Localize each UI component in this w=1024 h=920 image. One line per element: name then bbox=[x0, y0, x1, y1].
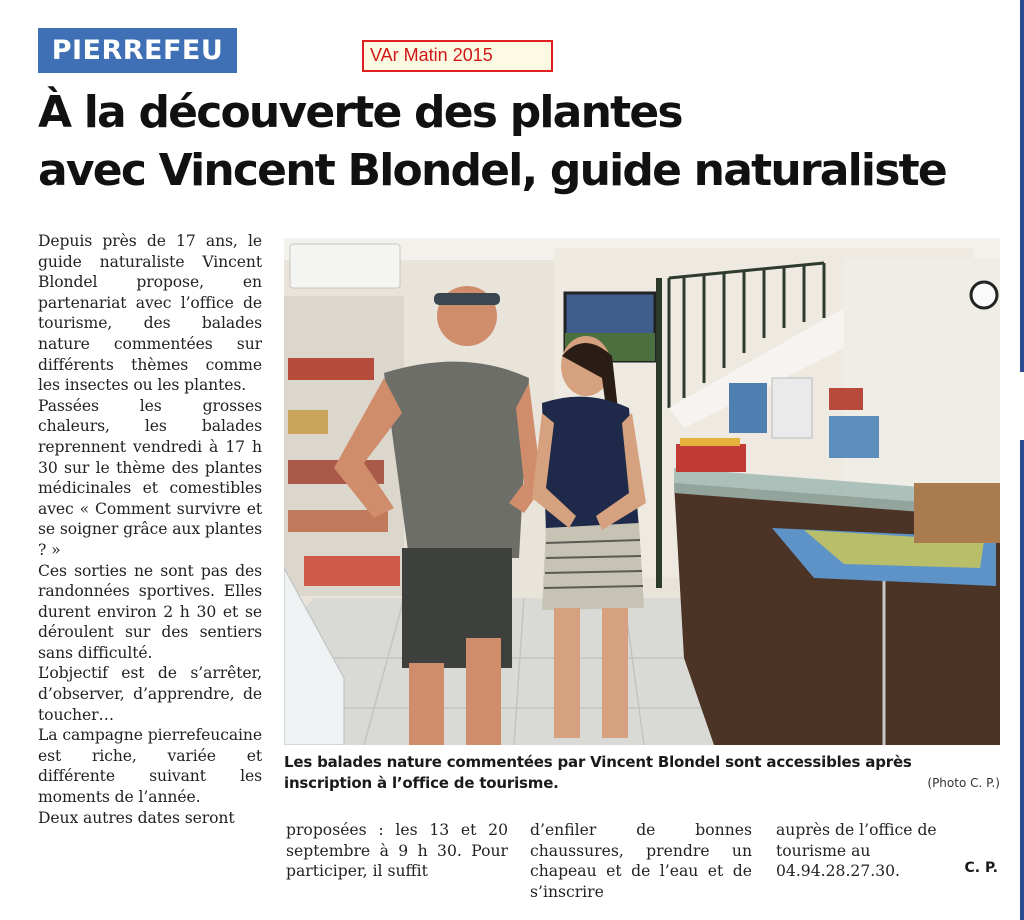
paragraph: La campagne pierrefeucaine est riche, variée et différente suivant les moments de l’année. bbox=[38, 726, 262, 807]
paragraph: proposées : les 13 et 20 septembre à 9 h 30. Pour participer, il suffit bbox=[286, 821, 508, 881]
paragraph: d’enfiler de bonnes chaussures, prendre un chapeau et de l’eau et de s’inscrire bbox=[530, 821, 752, 901]
paragraph: Deux autres dates seront bbox=[38, 808, 235, 827]
headline-line-2: avec Vincent Blondel, guide naturaliste bbox=[38, 145, 946, 196]
source-annotation: VAr Matin 2015 bbox=[362, 40, 553, 72]
page-edge-mark bbox=[1020, 440, 1024, 920]
paragraph: L’objectif est de s’arrêter, d’observer, d’apprendre, de toucher… bbox=[38, 664, 262, 724]
section-tag: PIERREFEU bbox=[38, 28, 237, 73]
photo-caption: Les balades nature commentées par Vincent Blondel sont accessibles après inscription à l’office de tourisme. bbox=[284, 753, 912, 792]
article-column-bottom-2 bbox=[530, 820, 752, 902]
headline-line-1: À la découverte des plantes bbox=[38, 87, 682, 138]
author-signoff: C. P. bbox=[964, 860, 998, 876]
article-column-bottom-1 bbox=[286, 820, 508, 882]
paragraph: auprès de l’office de tourisme au 04.94.28.27.30. bbox=[776, 821, 937, 881]
paragraph: Depuis près de 17 ans, le guide naturaliste Vincent Blondel propose, en partenariat avec l’office de tourisme, des balades nature commentées sur différents thèmes comme les insectes ou les plantes. bbox=[38, 232, 262, 395]
headline bbox=[38, 84, 1013, 200]
paragraph: Ces sorties ne sont pas des randonnées sportives. Elles durent environ 2 h 30 et se déroulent sur des sentiers sans difficulté. bbox=[38, 561, 262, 662]
photo-credit: (Photo C. P.) bbox=[927, 776, 1000, 790]
photo-illustration bbox=[284, 238, 1000, 745]
article-column-left bbox=[38, 231, 262, 828]
paragraph: Passées les grosses chaleurs, les balades reprennent vendredi à 17 h 30 sur le thème des plantes médicinales et comestibles avec « Comment survivre et se soigner grâce aux plantes ? » bbox=[38, 396, 262, 559]
page-edge-mark bbox=[1020, 0, 1024, 372]
article-photo bbox=[284, 238, 1000, 745]
